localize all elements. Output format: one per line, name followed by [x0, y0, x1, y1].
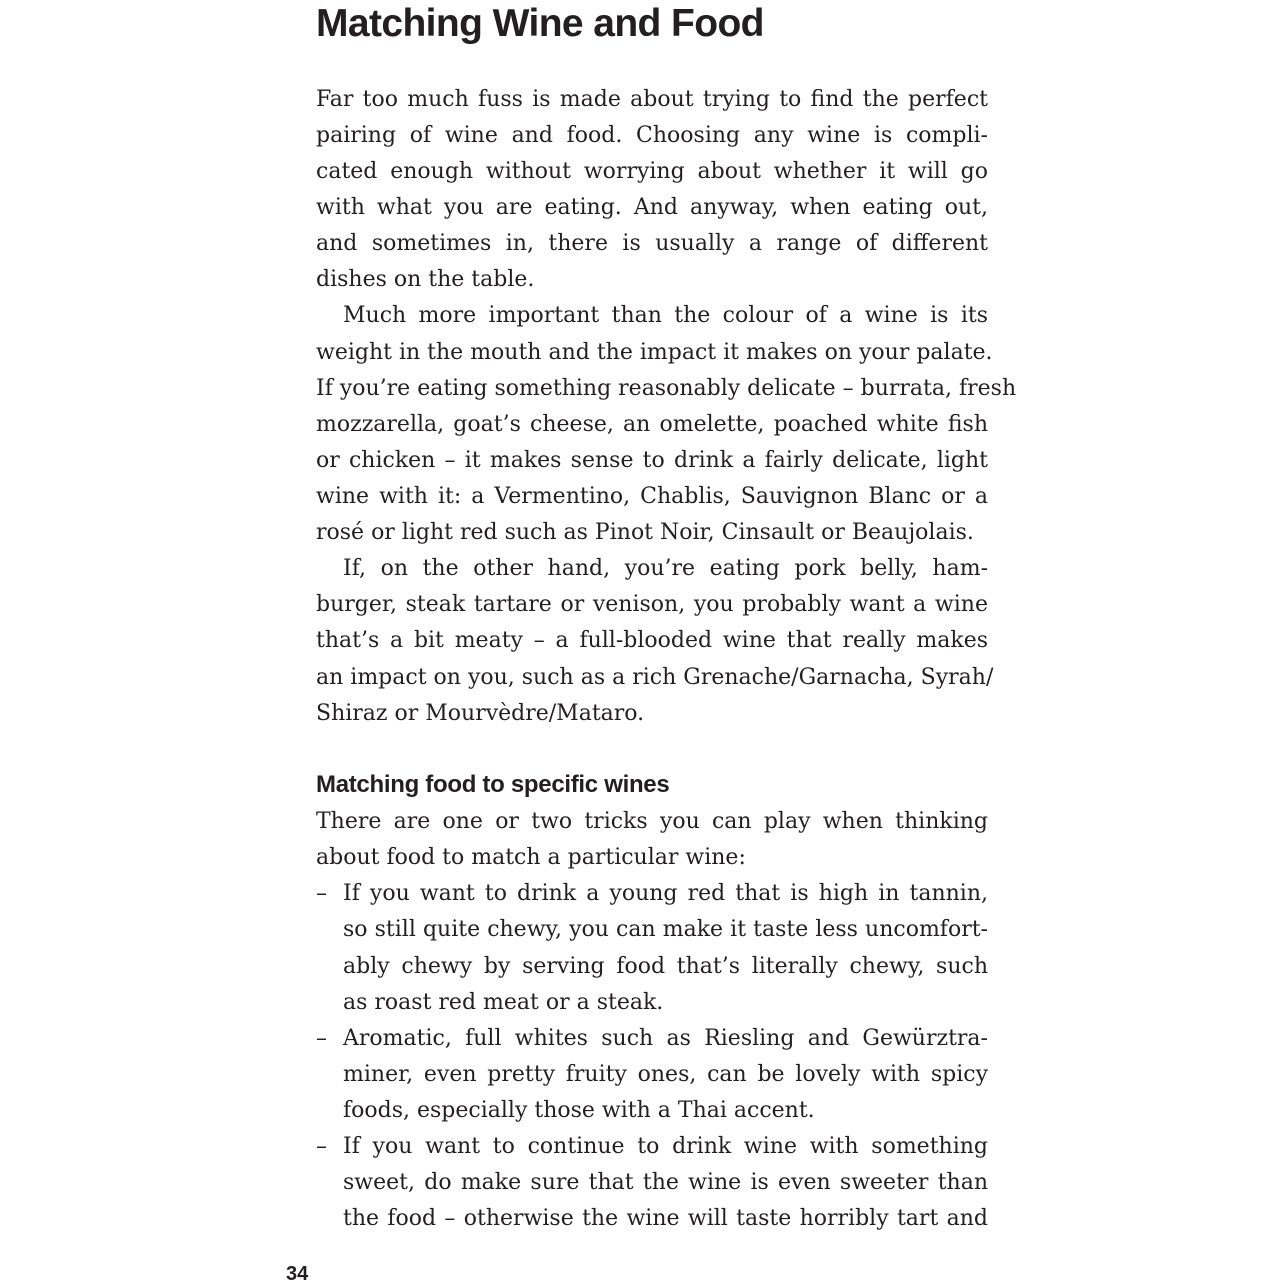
bullet-1-line-2: so still quite chewy, you can make it taste less uncomfort-: [343, 917, 988, 942]
para2-line-6: wine with it: a Vermentino, Chablis, Sauvignon Blanc or a: [316, 484, 988, 509]
para3-line-3: that’s a bit meaty – a full-blooded wine that really makes: [316, 628, 988, 653]
para2-line-2: weight in the mouth and the impact it makes on your palate.: [316, 340, 993, 365]
intro-line-4: with what you are eating. And anyway, when eating out,: [316, 195, 988, 220]
para3-line-4: an impact on you, such as a rich Grenache/Garnacha, Syrah/: [316, 665, 994, 690]
para2-line-4: mozzarella, goat’s cheese, an omelette, poached white fish: [316, 412, 988, 437]
intro-line-5: and sometimes in, there is usually a range of different: [316, 231, 988, 256]
bullet-1-marker: –: [316, 881, 327, 906]
para2-line-5: or chicken – it makes sense to drink a fairly delicate, light: [316, 448, 988, 473]
para3-line-2: burger, steak tartare or venison, you probably want a wine: [316, 592, 988, 617]
para3-line-1: If, on the other hand, you’re eating pork belly, ham-: [343, 556, 988, 581]
bullet-3-marker: –: [316, 1134, 327, 1159]
bullet-2-line-1: Aromatic, full whites such as Riesling and Gewürztra-: [343, 1026, 988, 1051]
para2-line-7: rosé or light red such as Pinot Noir, Cinsault or Beaujolais.: [316, 520, 974, 545]
page-number: 34: [286, 1263, 309, 1285]
para2-line-1: Much more important than the colour of a wine is its: [343, 303, 988, 328]
page-title: Matching Wine and Food: [316, 2, 764, 45]
para2-line-3: If you’re eating something reasonably delicate – burrata, fresh: [316, 376, 1017, 401]
section-subheading: Matching food to specific wines: [316, 771, 670, 798]
intro-line-2: pairing of wine and food. Choosing any wine is compli-: [316, 123, 988, 148]
intro-line-6: dishes on the table.: [316, 267, 535, 292]
intro-line-1: Far too much fuss is made about trying to find the perfect: [316, 87, 988, 112]
bullet-2-line-3: foods, especially those with a Thai accent.: [343, 1098, 815, 1123]
bullet-3-line-1: If you want to continue to drink wine with something: [343, 1134, 988, 1159]
bullet-1-line-1: If you want to drink a young red that is high in tannin,: [343, 881, 988, 906]
para3-line-5: Shiraz or Mourvèdre/Mataro.: [316, 701, 645, 726]
para4-line-1: There are one or two tricks you can play when thinking: [316, 809, 988, 834]
intro-line-3: cated enough without worrying about whether it will go: [316, 159, 988, 184]
bullet-3-line-3: the food – otherwise the wine will taste horribly tart and: [343, 1206, 988, 1231]
bullet-1-line-4: as roast red meat or a steak.: [343, 990, 664, 1015]
bullet-3-line-2: sweet, do make sure that the wine is even sweeter than: [343, 1170, 988, 1195]
bullet-2-line-2: miner, even pretty fruity ones, can be lovely with spicy: [343, 1062, 988, 1087]
bullet-2-marker: –: [316, 1026, 327, 1051]
para4-line-2: about food to match a particular wine:: [316, 845, 746, 870]
bullet-1-line-3: ably chewy by serving food that’s literally chewy, such: [343, 954, 988, 979]
